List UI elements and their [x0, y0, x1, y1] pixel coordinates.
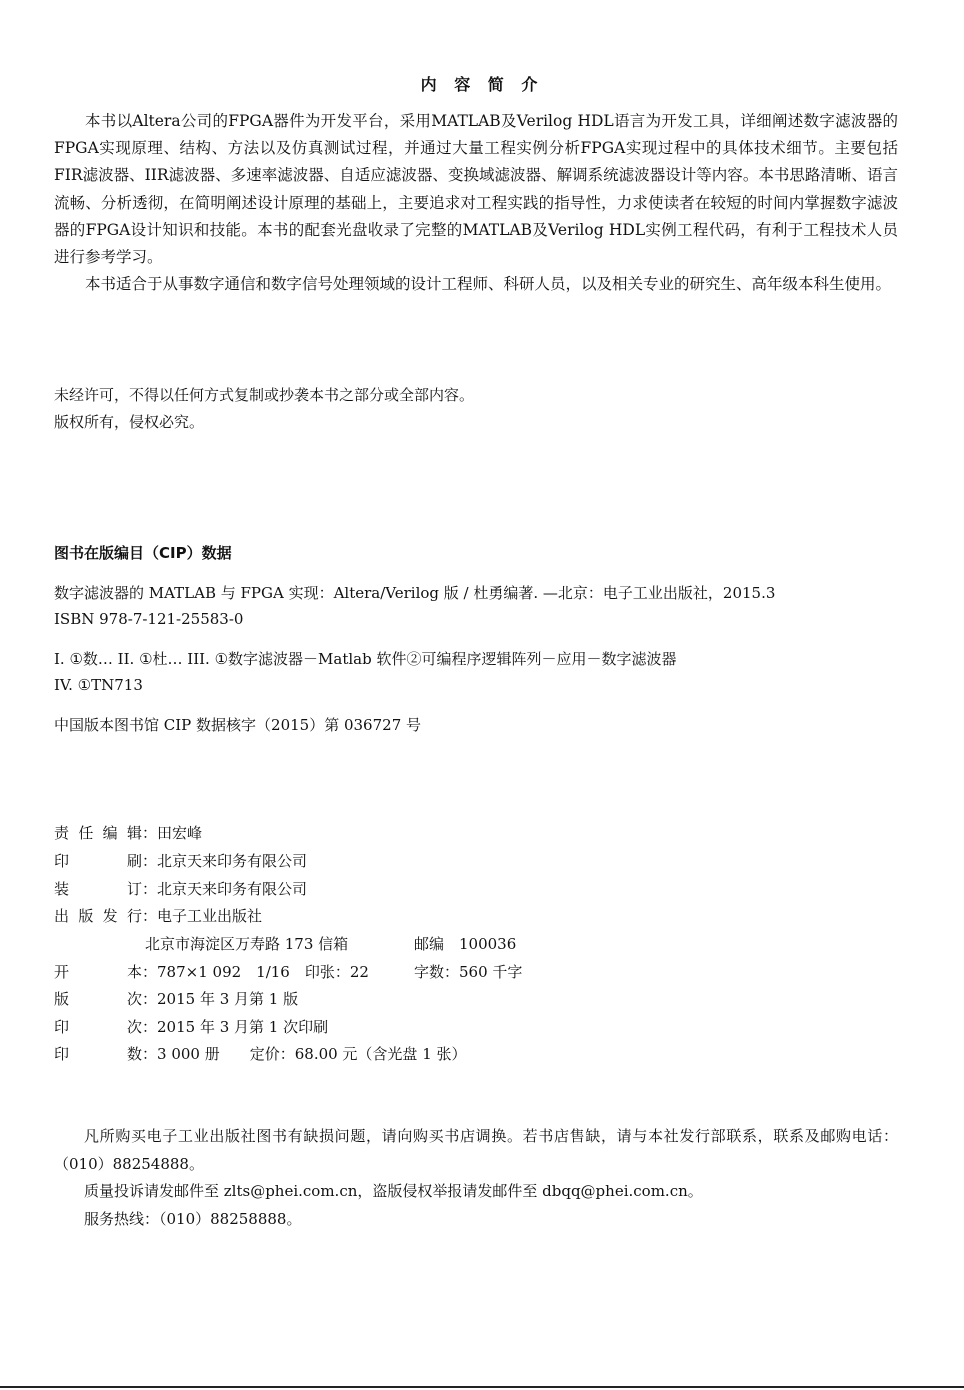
footer-note-1: 凡所购买电子工业出版社图书有缺损问题，请向购买书店调换。若书店售缺，请与本社发行部联系，联系及邮购电话：（010）88254888。 [54, 1127, 898, 1173]
pub-printrun-label: 印数 [54, 1045, 142, 1063]
cip-isbn-line: ISBN 978-7-121-25583-0 [54, 610, 244, 628]
summary-section [54, 108, 898, 298]
pub-publisher-value: 电子工业出版社 [157, 907, 263, 925]
pub-edition-label: 版次 [54, 990, 142, 1008]
cip-title-line: 数字滤波器的 MATLAB 与 FPGA 实现：Altera/Verilog 版 / 杜勇编著. —北京：电子工业出版社，2015.3 [54, 584, 776, 602]
footer-notes [54, 1123, 898, 1233]
cip-record-number: 中国版本图书馆 CIP 数据核字（2015）第 036727 号 [54, 716, 422, 734]
pub-postcode: 邮编 100036 [414, 935, 517, 953]
pub-printrun-row: 印数：3 000 册 定价：68.00 元（含光盘 1 张） [54, 1045, 467, 1063]
bottom-rule [0, 1386, 964, 1388]
pub-format-row: 开本：787×1 092 1/16 印张：22 字数：560 千字 [54, 963, 523, 981]
pub-publisher-label: 出版发行 [54, 907, 142, 925]
pub-format-label: 开本 [54, 963, 142, 981]
pub-binding-value: 北京天来印务有限公司 [157, 880, 308, 898]
pub-binding-label: 装订 [54, 880, 142, 898]
pub-editor-row: 责任编辑：田宏峰 [54, 824, 203, 842]
pub-binding-row: 装订：北京天来印务有限公司 [54, 880, 308, 898]
summary-paragraph-1: 本书以Altera公司的FPGA器件为开发平台，采用MATLAB及Verilog HDL语言为开发工具，详细阐述数字滤波器的FPGA实现原理、结构、方法以及仿真测试过程，并通过大量工程实例分析FPGA实现过程中的具体技术细节。主要包括FIR滤波器、IIR滤波器、多速率滤波器、自适应滤波器、变换域滤波器、解调系统滤波器设计等内容。本书思路清晰、语言流畅、分析透彻，在简明阐述设计原理的基础上，主要追求对工程实践的指导性，力求使读者在较短的时间内掌握数字滤波器的FPGA设计知识和技能。本书的配套光盘收录了完整的MATLAB及Verilog HDL实例工程代码，有利于工程技术人员进行参考学习。 [54, 112, 898, 267]
pub-editor-label: 责任编辑 [54, 824, 142, 842]
notice-line-1: 未经许可，不得以任何方式复制或抄袭本书之部分或全部内容。 [54, 386, 475, 404]
cip-classification-line: I. ①数… II. ①杜… III. ①数字滤波器－Matlab 软件②可编程序逻辑阵列－应用－数字滤波器 [54, 650, 677, 668]
footer-note-3: 服务热线：（010）88258888。 [84, 1209, 302, 1228]
pub-printing-row: 印刷：北京天来印务有限公司 [54, 852, 308, 870]
pub-wordcount: 字数：560 千字 [414, 963, 523, 981]
pub-edition-value: 2015 年 3 月第 1 版 [157, 990, 299, 1008]
pub-editor-value: 田宏峰 [157, 824, 203, 842]
pub-printing-value: 北京天来印务有限公司 [157, 852, 308, 870]
pub-address: 北京市海淀区万寿路 173 信箱 [145, 935, 349, 953]
pub-impression-value: 2015 年 3 月第 1 次印刷 [157, 1018, 329, 1036]
pub-printing-label: 印刷 [54, 852, 142, 870]
pub-format-value: 787×1 092 1/16 印张：22 [157, 963, 369, 981]
pub-address-row [145, 933, 517, 954]
pub-printrun-value: 3 000 册 定价：68.00 元（含光盘 1 张） [157, 1045, 467, 1063]
summary-paragraph-2: 本书适合于从事数字通信和数字信号处理领域的设计工程师、科研人员，以及相关专业的研究生、高年级本科生使用。 [85, 275, 892, 294]
cip-heading: 图书在版编目（CIP）数据 [54, 544, 232, 562]
cip-clc-line: IV. ①TN713 [54, 676, 143, 694]
pub-publisher-row: 出版发行：电子工业出版社 [54, 907, 263, 925]
page-title: 内 容 简 介 [420, 75, 544, 94]
pub-edition-row: 版次：2015 年 3 月第 1 版 [54, 990, 299, 1008]
pub-impression-label: 印次 [54, 1018, 142, 1036]
pub-impression-row: 印次：2015 年 3 月第 1 次印刷 [54, 1018, 329, 1036]
copyright-notice [54, 382, 898, 436]
notice-line-2: 版权所有，侵权必究。 [54, 413, 205, 431]
footer-note-2: 质量投诉请发邮件至 zlts@phei.com.cn，盗版侵权举报请发邮件至 dbqq@phei.com.cn。 [84, 1182, 703, 1200]
